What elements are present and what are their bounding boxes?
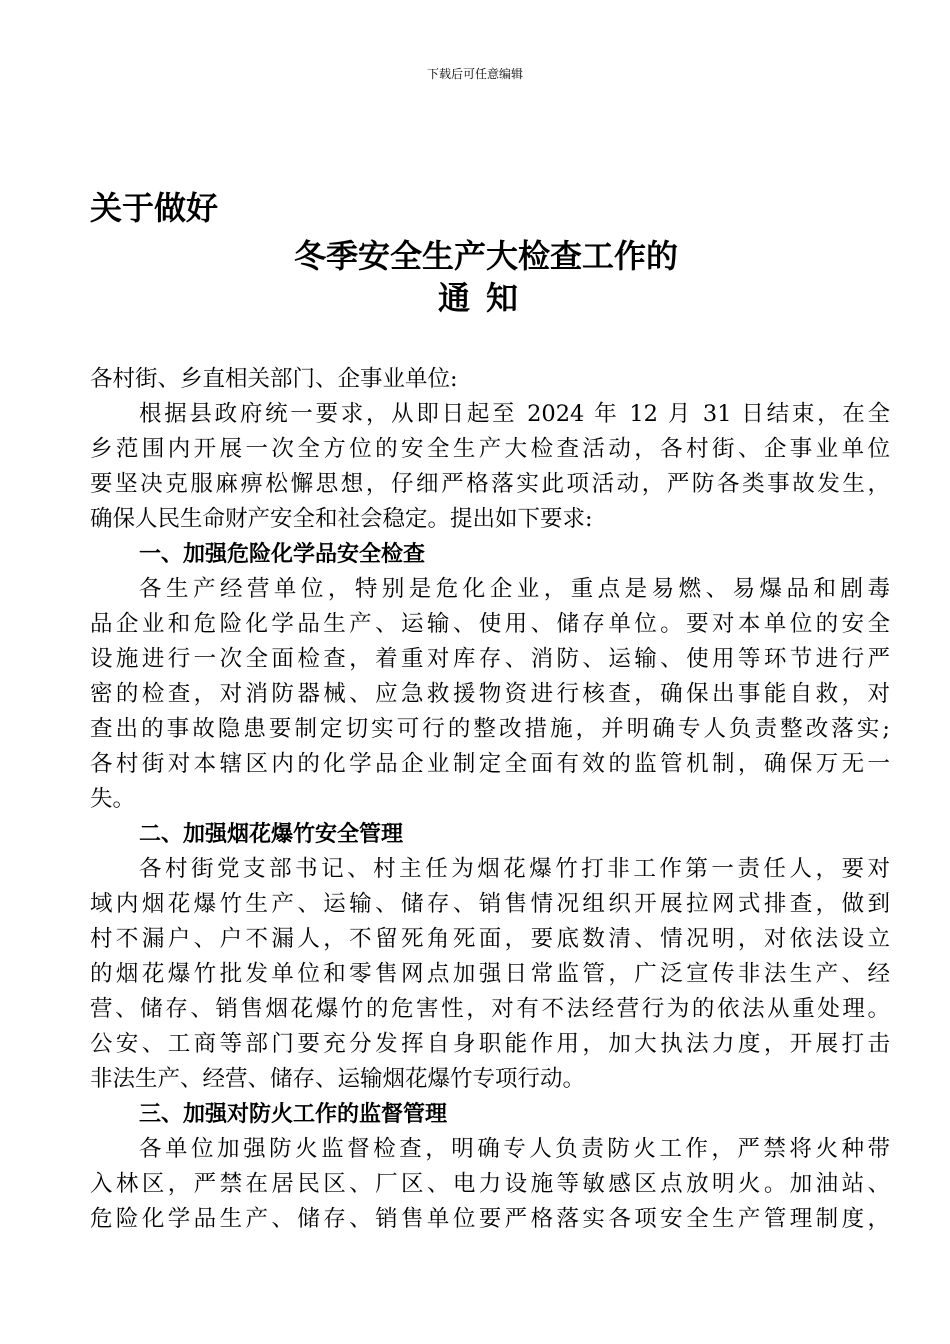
intro-line: 乡范围内开展一次全方位的安全生产大检查活动，各村街、企事业单位 xyxy=(90,436,890,462)
document-body xyxy=(90,362,890,1237)
paragraph-line: 各村街对本辖区内的化学品企业制定全面有效的监管机制，确保万无一 xyxy=(90,751,890,777)
paragraph-line: 公安、工商等部门要充分发挥自身职能作用，加大执法力度，开展打击 xyxy=(90,1031,890,1057)
intro-line: 根据县政府统一要求，从即日起至 2024 年 12 月 31 日结束，在全 xyxy=(139,401,890,427)
paragraph-line: 各生产经营单位，特别是危化企业，重点是易燃、易爆品和剧毒 xyxy=(139,576,890,602)
paragraph-line: 入林区，严禁在居民区、厂区、电力设施等敏感区点放明火。加油站、 xyxy=(90,1171,890,1197)
paragraph-line: 村不漏户、户不漏人，不留死角死面，要底数清、情况明，对依法设立 xyxy=(90,926,890,952)
paragraph-line: 查出的事故隐患要制定切实可行的整改措施，并明确专人负责整改落实; xyxy=(90,716,890,742)
paragraph-line: 危险化学品生产、储存、销售单位要严格落实各项安全生产管理制度， xyxy=(90,1206,890,1232)
title-line-3: 通知 xyxy=(437,279,534,317)
section-heading: 三、加强对防火工作的监督管理 xyxy=(139,1102,448,1127)
paragraph-line: 非法生产、经营、储存、运输烟花爆竹专项行动。 xyxy=(90,1066,586,1092)
section-heading: 一、加强危险化学品安全检查 xyxy=(139,542,426,567)
paragraph-line: 品企业和危险化学品生产、运输、使用、储存单位。要对本单位的安全 xyxy=(90,611,890,637)
paragraph-line: 密的检查，对消防器械、应急救援物资进行核查，确保出事能自救，对 xyxy=(90,681,890,707)
paragraph-line: 的烟花爆竹批发单位和零售网点加强日常监管，广泛宣传非法生产、经 xyxy=(90,961,890,987)
paragraph-line: 失。 xyxy=(90,786,136,812)
intro-line: 要坚决克服麻痹松懈思想，仔细严格落实此项活动，严防各类事故发生， xyxy=(90,471,890,497)
title-line-2: 冬季安全生产大检查工作的 xyxy=(293,237,678,275)
paragraph-line: 各村街党支部书记、村主任为烟花爆竹打非工作第一责任人，要对 xyxy=(139,856,890,882)
paragraph-line: 设施进行一次全面检查，着重对库存、消防、运输、使用等环节进行严 xyxy=(90,646,890,672)
salutation: 各村街、乡直相关部门、企事业单位: xyxy=(90,366,458,392)
paragraph-line: 营、储存、销售烟花爆竹的危害性，对有不法经营行为的依法从重处理。 xyxy=(90,996,890,1022)
paragraph-line: 域内烟花爆竹生产、运输、储存、销售情况组织开展拉网式排查，做到 xyxy=(90,891,890,917)
paragraph-line: 各单位加强防火监督检查，明确专人负责防火工作，严禁将火种带 xyxy=(139,1136,890,1162)
header-note: 下载后可任意编辑 xyxy=(426,67,523,81)
section-heading: 二、加强烟花爆竹安全管理 xyxy=(139,822,404,847)
title-line-1: 关于做好 xyxy=(90,189,219,227)
intro-line: 确保人民生命财产安全和社会稳定。提出如下要求: xyxy=(90,506,593,532)
